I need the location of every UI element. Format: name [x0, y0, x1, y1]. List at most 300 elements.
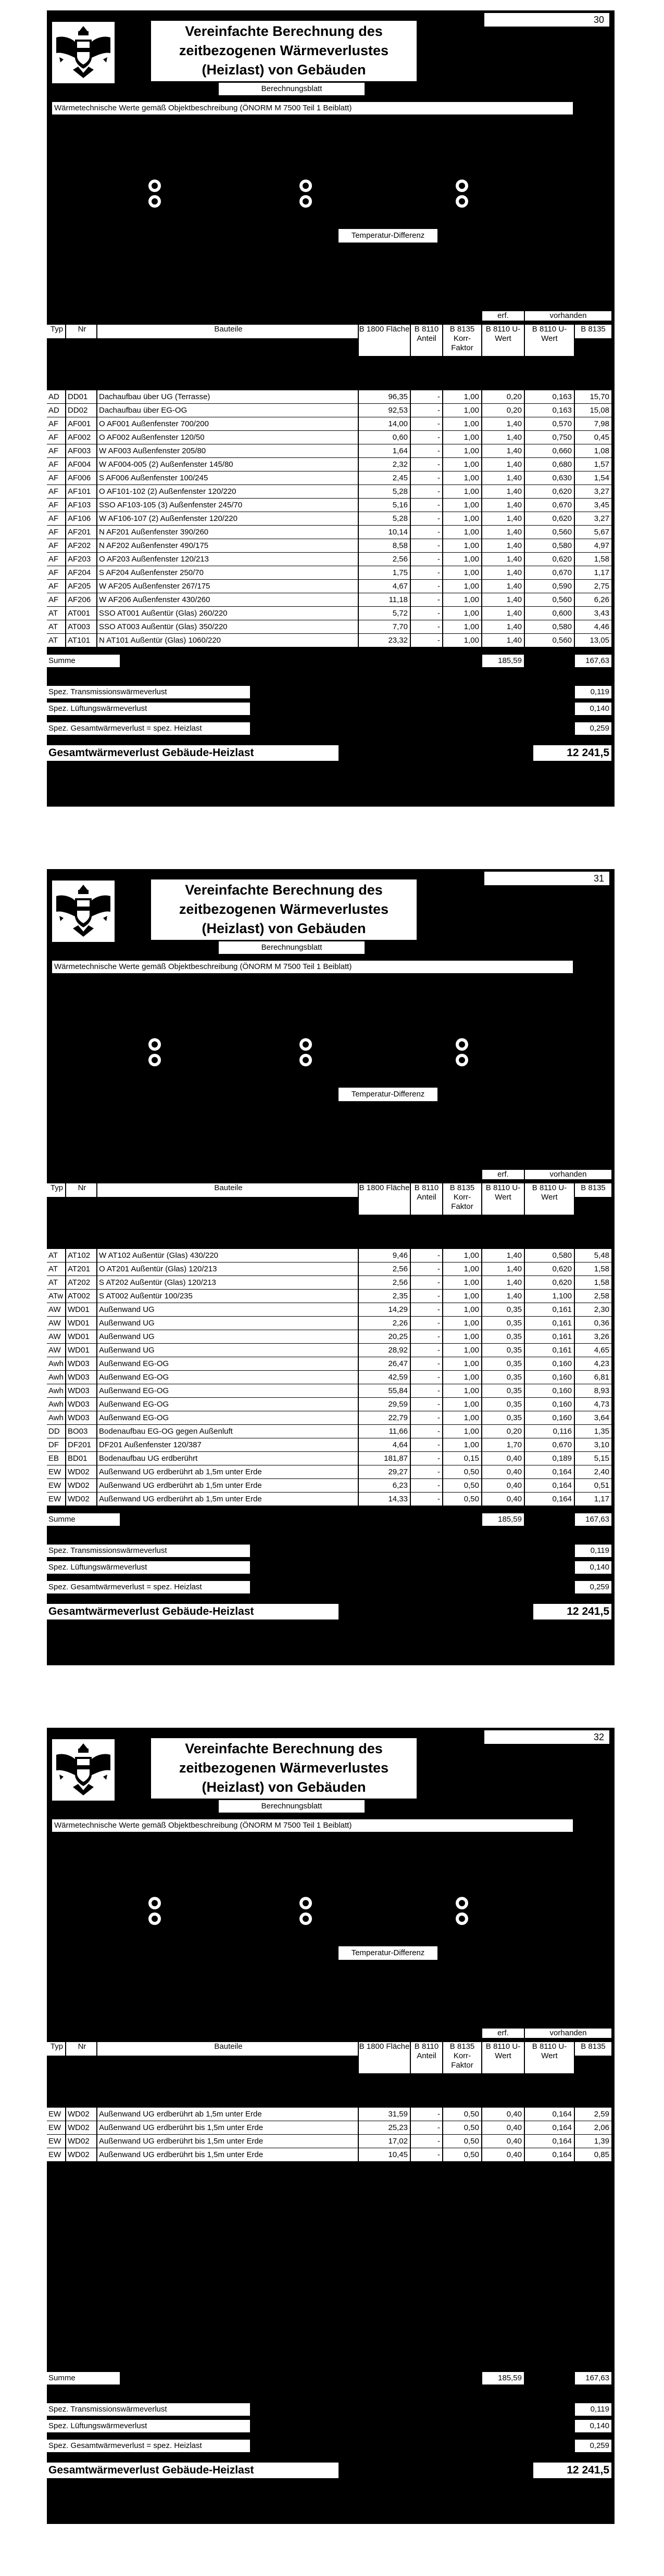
table-cell-flaeche: 181,87	[359, 1452, 410, 1465]
table-cell-nr: AF002	[66, 431, 96, 444]
table-cell-typ: AD	[47, 390, 65, 403]
table-cell-korr: 1,00	[443, 1276, 481, 1289]
table-cell-flaeche: 14,00	[359, 417, 410, 430]
table-cell-nr: BO03	[66, 1425, 96, 1438]
table-cell-typ: AT	[47, 607, 65, 620]
table-cell-flaeche: 92,53	[359, 404, 410, 417]
table-cell-u-erf: 1,40	[482, 1276, 524, 1289]
table-cell-anteil: -	[411, 404, 442, 417]
table-cell-nr: AT102	[66, 1249, 96, 1262]
table-cell-bauteil: Außenwand UG erdberührt ab 1,5m unter Erde	[97, 1479, 358, 1492]
table-cell-korr: 0,50	[443, 1465, 481, 1478]
table-cell-anteil: -	[411, 593, 442, 606]
header-u-vorh: B 8110 U-Wert	[525, 2042, 574, 2073]
table-cell-nr: AT101	[66, 634, 96, 647]
table-cell-bauteil: W AF206 Außenfenster 430/260	[97, 593, 358, 606]
table-cell-u-erf: 1,40	[482, 593, 524, 606]
table-cell-val: 3,64	[575, 1411, 611, 1424]
table-cell-bauteil: S AT202 Außentür (Glas) 120/213	[97, 1276, 358, 1289]
table-cell-typ: AT	[47, 1249, 65, 1262]
table-cell-anteil: -	[411, 1317, 442, 1330]
table-cell-flaeche: 8,58	[359, 539, 410, 552]
table-cell-val: 1,08	[575, 444, 611, 457]
page-number: 32	[484, 1730, 609, 1744]
table-cell-nr: WD02	[66, 2148, 96, 2161]
table-cell-nr: AT002	[66, 1290, 96, 1303]
table-cell-nr: WD02	[66, 1465, 96, 1478]
header-bauteile: Bauteile	[97, 1183, 358, 1197]
header-vorhanden: vorhanden	[525, 1170, 611, 1179]
table-cell-nr: WD03	[66, 1357, 96, 1370]
table-cell-val: 1,17	[575, 566, 611, 579]
table-cell-val: 1,58	[575, 553, 611, 566]
table-cell-u-erf: 0,35	[482, 1317, 524, 1330]
document-title	[151, 879, 417, 940]
table-cell-u-erf: 0,35	[482, 1357, 524, 1370]
table-cell-nr: DD02	[66, 404, 96, 417]
table-cell-korr: 1,00	[443, 512, 481, 525]
radio-marker-icon	[148, 1054, 161, 1066]
table-cell-val: 0,36	[575, 1317, 611, 1330]
table-cell-flaeche: 55,84	[359, 1384, 410, 1397]
table-cell-korr: 0,50	[443, 2121, 481, 2134]
summe-value: 167,63	[575, 2372, 611, 2384]
table-cell-val: 3,45	[575, 499, 611, 512]
table-cell-flaeche: 14,29	[359, 1303, 410, 1316]
table-cell-u-erf: 0,35	[482, 1303, 524, 1316]
table-cell-korr: 0,15	[443, 1452, 481, 1465]
spez-lueft-value: 0,140	[575, 703, 611, 715]
table-cell-val: 7,98	[575, 417, 611, 430]
radio-marker-icon	[299, 1054, 312, 1066]
table-cell-u-vorh: 0,161	[525, 1303, 574, 1316]
radio-marker-icon	[148, 180, 161, 192]
table-cell-flaeche: 10,45	[359, 2148, 410, 2161]
summe-flaeche: 185,59	[482, 2372, 524, 2384]
table-cell-typ: AF	[47, 444, 65, 457]
table-cell-u-erf: 0,35	[482, 1384, 524, 1397]
table-cell-bauteil: Außenwand UG	[97, 1317, 358, 1330]
header-flaeche: B 1800 Fläche	[359, 1183, 410, 1215]
table-cell-u-erf: 0,40	[482, 1452, 524, 1465]
temperature-difference-label: Temperatur-Differenz	[339, 1088, 437, 1101]
table-cell-korr: 1,00	[443, 404, 481, 417]
calculation-page	[47, 1728, 615, 2524]
table-cell-anteil: -	[411, 1303, 442, 1316]
table-cell-val: 4,65	[575, 1344, 611, 1357]
table-cell-nr: AT202	[66, 1276, 96, 1289]
table-cell-korr: 1,00	[443, 607, 481, 620]
table-cell-flaeche: 11,18	[359, 593, 410, 606]
table-cell-u-erf: 1,40	[482, 512, 524, 525]
table-cell-u-erf: 1,40	[482, 444, 524, 457]
radio-marker-icon	[456, 1038, 468, 1051]
table-cell-typ: EW	[47, 2135, 65, 2148]
table-cell-u-erf: 0,40	[482, 2108, 524, 2121]
table-cell-u-erf: 0,40	[482, 1479, 524, 1492]
table-cell-bauteil: Außenwand EG-OG	[97, 1357, 358, 1370]
table-cell-typ: AF	[47, 593, 65, 606]
header-vorhanden: vorhanden	[525, 2029, 611, 2038]
header-b8135: B 8135	[575, 1183, 611, 1197]
table-cell-u-vorh: 0,160	[525, 1411, 574, 1424]
spez-trans-value: 0,119	[575, 686, 611, 698]
table-cell-bauteil: Außenwand EG-OG	[97, 1398, 358, 1411]
table-cell-bauteil: SSO AT001 Außentür (Glas) 260/220	[97, 607, 358, 620]
table-cell-korr: 1,00	[443, 539, 481, 552]
table-cell-nr: WD03	[66, 1398, 96, 1411]
table-cell-anteil: -	[411, 1452, 442, 1465]
table-cell-typ: AF	[47, 553, 65, 566]
table-cell-bauteil: O AF001 Außenfenster 700/200	[97, 417, 358, 430]
table-cell-korr: 1,00	[443, 580, 481, 593]
table-cell-u-vorh: 0,670	[525, 566, 574, 579]
table-cell-korr: 0,50	[443, 1479, 481, 1492]
radio-marker-icon	[148, 1038, 161, 1051]
spez-lueft-label: Spez. Lüftungswärmeverlust	[47, 2420, 250, 2432]
table-cell-val: 4,97	[575, 539, 611, 552]
table-cell-val: 1,58	[575, 1263, 611, 1276]
table-cell-u-vorh: 0,560	[525, 634, 574, 647]
table-cell-typ: AW	[47, 1344, 65, 1357]
table-cell-typ: AW	[47, 1330, 65, 1343]
table-cell-typ: AF	[47, 526, 65, 539]
table-cell-korr: 1,00	[443, 1438, 481, 1451]
table-cell-korr: 1,00	[443, 1371, 481, 1384]
table-cell-val: 4,73	[575, 1398, 611, 1411]
table-cell-val: 2,40	[575, 1465, 611, 1478]
table-cell-val: 3,27	[575, 485, 611, 498]
table-cell-flaeche: 9,46	[359, 1249, 410, 1262]
table-cell-u-erf: 0,20	[482, 390, 524, 403]
radio-marker-icon	[456, 1912, 468, 1925]
table-cell-flaeche: 5,72	[359, 607, 410, 620]
table-cell-anteil: -	[411, 1290, 442, 1303]
table-cell-anteil: -	[411, 1438, 442, 1451]
table-cell-typ: AF	[47, 539, 65, 552]
table-cell-bauteil: W AF004-005 (2) Außenfenster 145/80	[97, 458, 358, 471]
document-title	[151, 21, 417, 81]
table-cell-u-vorh: 0,680	[525, 458, 574, 471]
gesamt-label: Gesamtwärmeverlust Gebäude-Heizlast	[47, 2463, 339, 2478]
table-cell-nr: WD02	[66, 1493, 96, 1506]
table-cell-anteil: -	[411, 1425, 442, 1438]
table-cell-u-vorh: 0,590	[525, 580, 574, 593]
title-line: Vereinfachte Berechnung des	[185, 1741, 383, 1756]
table-cell-anteil: -	[411, 566, 442, 579]
temperature-difference-label: Temperatur-Differenz	[339, 229, 437, 243]
title-line: Vereinfachte Berechnung des	[185, 882, 383, 898]
table-cell-u-vorh: 0,620	[525, 512, 574, 525]
radio-marker-icon	[299, 180, 312, 192]
table-cell-u-erf: 1,40	[482, 485, 524, 498]
table-cell-korr: 1,00	[443, 526, 481, 539]
table-cell-typ: EW	[47, 1465, 65, 1478]
title-line: (Heizlast) von Gebäuden	[202, 1779, 366, 1795]
table-cell-val: 3,10	[575, 1438, 611, 1451]
table-cell-nr: AT001	[66, 607, 96, 620]
table-cell-u-erf: 1,40	[482, 417, 524, 430]
table-cell-flaeche: 28,92	[359, 1344, 410, 1357]
table-cell-flaeche: 11,66	[359, 1425, 410, 1438]
spez-gesamt-label: Spez. Gesamtwärmeverlust = spez. Heizlast	[47, 722, 250, 735]
radio-marker-icon	[299, 1038, 312, 1051]
table-cell-bauteil: W AF205 Außenfenster 267/175	[97, 580, 358, 593]
table-cell-val: 1,35	[575, 1425, 611, 1438]
table-cell-bauteil: Bodenaufbau EG-OG gegen Außenluft	[97, 1425, 358, 1438]
table-cell-korr: 1,00	[443, 1263, 481, 1276]
table-cell-nr: DD01	[66, 390, 96, 403]
table-cell-nr: AF106	[66, 512, 96, 525]
table-cell-u-vorh: 0,580	[525, 539, 574, 552]
table-cell-bauteil: O AT201 Außentür (Glas) 120/213	[97, 1263, 358, 1276]
table-cell-u-erf: 1,70	[482, 1438, 524, 1451]
table-cell-nr: WD03	[66, 1384, 96, 1397]
table-cell-korr: 1,00	[443, 499, 481, 512]
table-cell-anteil: -	[411, 620, 442, 633]
table-cell-nr: WD01	[66, 1344, 96, 1357]
table-cell-u-vorh: 0,163	[525, 404, 574, 417]
table-cell-bauteil: W AF106-107 (2) Außenfenster 120/220	[97, 512, 358, 525]
table-cell-nr: AF103	[66, 499, 96, 512]
table-cell-u-vorh: 0,660	[525, 444, 574, 457]
gesamt-label: Gesamtwärmeverlust Gebäude-Heizlast	[47, 1604, 339, 1619]
table-cell-val: 5,15	[575, 1452, 611, 1465]
calculation-page	[47, 869, 615, 1665]
table-cell-korr: 1,00	[443, 417, 481, 430]
document-title	[151, 1738, 417, 1799]
table-cell-bauteil: O AF203 Außenfenster 120/213	[97, 553, 358, 566]
table-cell-typ: AT	[47, 1276, 65, 1289]
table-cell-u-erf: 0,40	[482, 1493, 524, 1506]
table-cell-val: 2,59	[575, 2108, 611, 2121]
table-cell-u-vorh: 0,164	[525, 1493, 574, 1506]
table-cell-val: 1,54	[575, 471, 611, 484]
title-line: zeitbezogenen Wärmeverlustes	[179, 901, 389, 917]
table-cell-nr: WD01	[66, 1317, 96, 1330]
table-cell-typ: AF	[47, 499, 65, 512]
spez-lueft-label: Spez. Lüftungswärmeverlust	[47, 703, 250, 715]
table-cell-flaeche: 42,59	[359, 1371, 410, 1384]
table-cell-bauteil: N AF202 Außenfenster 490/175	[97, 539, 358, 552]
table-cell-u-vorh: 0,580	[525, 1249, 574, 1262]
table-cell-u-erf: 1,40	[482, 431, 524, 444]
header-korr: B 8135 Korr-Faktor	[443, 325, 481, 356]
table-cell-typ: Awh	[47, 1371, 65, 1384]
table-cell-korr: 1,00	[443, 431, 481, 444]
table-cell-nr: DF201	[66, 1438, 96, 1451]
description-line: Wärmetechnische Werte gemäß Objektbeschreibung (ÖNORM M 7500 Teil 1 Beiblatt)	[52, 102, 573, 114]
header-u-vorh: B 8110 U-Wert	[525, 325, 574, 356]
table-cell-nr: AT003	[66, 620, 96, 633]
table-cell-val: 2,58	[575, 1290, 611, 1303]
table-cell-typ: EW	[47, 2121, 65, 2134]
table-cell-typ: DF	[47, 1438, 65, 1451]
title-line: (Heizlast) von Gebäuden	[202, 62, 366, 78]
table-cell-flaeche: 2,35	[359, 1290, 410, 1303]
table-cell-flaeche: 5,16	[359, 499, 410, 512]
table-cell-flaeche: 0,60	[359, 431, 410, 444]
table-cell-flaeche: 14,33	[359, 1493, 410, 1506]
table-cell-nr: AF206	[66, 593, 96, 606]
table-cell-korr: 1,00	[443, 634, 481, 647]
table-cell-korr: 1,00	[443, 444, 481, 457]
summe-label: Summe	[47, 2372, 120, 2384]
table-cell-typ: AW	[47, 1303, 65, 1316]
table-cell-bauteil: W AF003 Außenfenster 205/80	[97, 444, 358, 457]
table-cell-typ: AF	[47, 512, 65, 525]
radio-marker-icon	[456, 1897, 468, 1909]
header-nr: Nr	[66, 1183, 96, 1197]
table-cell-nr: AF202	[66, 539, 96, 552]
table-cell-typ: DD	[47, 1425, 65, 1438]
table-cell-val: 3,26	[575, 1330, 611, 1343]
table-cell-bauteil: DF201 Außenfenster 120/387	[97, 1438, 358, 1451]
table-cell-korr: 1,00	[443, 1425, 481, 1438]
table-cell-val: 6,26	[575, 593, 611, 606]
table-cell-u-erf: 1,40	[482, 458, 524, 471]
table-cell-u-vorh: 0,600	[525, 607, 574, 620]
table-cell-typ: AT	[47, 620, 65, 633]
title-line: (Heizlast) von Gebäuden	[202, 921, 366, 936]
table-cell-val: 2,06	[575, 2121, 611, 2134]
spez-lueft-value: 0,140	[575, 1561, 611, 1574]
spez-gesamt-value: 0,259	[575, 2440, 611, 2452]
radio-marker-icon	[456, 195, 468, 208]
table-cell-anteil: -	[411, 458, 442, 471]
table-cell-typ: Awh	[47, 1411, 65, 1424]
table-cell-anteil: -	[411, 512, 442, 525]
table-cell-flaeche: 1,64	[359, 444, 410, 457]
table-cell-anteil: -	[411, 499, 442, 512]
table-cell-flaeche: 20,25	[359, 1330, 410, 1343]
table-cell-u-vorh: 0,189	[525, 1452, 574, 1465]
table-cell-anteil: -	[411, 1493, 442, 1506]
table-cell-u-erf: 1,40	[482, 620, 524, 633]
radio-marker-icon	[148, 1897, 161, 1909]
table-cell-typ: AF	[47, 580, 65, 593]
table-cell-u-erf: 0,20	[482, 404, 524, 417]
table-cell-flaeche: 4,64	[359, 1438, 410, 1451]
table-cell-flaeche: 31,59	[359, 2108, 410, 2121]
table-cell-u-vorh: 0,161	[525, 1317, 574, 1330]
table-cell-anteil: -	[411, 1465, 442, 1478]
table-cell-bauteil: Außenwand UG	[97, 1330, 358, 1343]
table-cell-typ: Awh	[47, 1357, 65, 1370]
table-cell-u-vorh: 0,160	[525, 1384, 574, 1397]
table-cell-korr: 1,00	[443, 620, 481, 633]
summe-flaeche: 185,59	[482, 1513, 524, 1526]
table-cell-flaeche: 29,27	[359, 1465, 410, 1478]
table-cell-val: 5,67	[575, 526, 611, 539]
table-cell-nr: BD01	[66, 1452, 96, 1465]
header-b8135: B 8135	[575, 325, 611, 338]
table-cell-u-vorh: 0,620	[525, 553, 574, 566]
table-cell-korr: 0,50	[443, 2135, 481, 2148]
table-cell-nr: AF201	[66, 526, 96, 539]
table-cell-flaeche: 2,56	[359, 1276, 410, 1289]
table-cell-nr: WD02	[66, 2108, 96, 2121]
table-cell-flaeche: 2,56	[359, 553, 410, 566]
table-cell-u-erf: 1,40	[482, 1290, 524, 1303]
spez-lueft-value: 0,140	[575, 2420, 611, 2432]
table-cell-anteil: -	[411, 471, 442, 484]
page-number: 31	[484, 872, 609, 885]
table-cell-u-vorh: 0,160	[525, 1357, 574, 1370]
table-cell-u-vorh: 0,620	[525, 485, 574, 498]
summe-value: 167,63	[575, 1513, 611, 1526]
table-cell-val: 8,93	[575, 1384, 611, 1397]
table-cell-nr: AF001	[66, 417, 96, 430]
table-cell-bauteil: N AT101 Außentür (Glas) 1060/220	[97, 634, 358, 647]
spez-trans-value: 0,119	[575, 2403, 611, 2416]
table-cell-korr: 1,00	[443, 1357, 481, 1370]
table-cell-bauteil: Außenwand UG	[97, 1303, 358, 1316]
table-cell-anteil: -	[411, 634, 442, 647]
table-cell-korr: 1,00	[443, 593, 481, 606]
header-anteil: B 8110 Anteil	[411, 2042, 442, 2073]
table-cell-korr: 1,00	[443, 1290, 481, 1303]
table-cell-anteil: -	[411, 2121, 442, 2134]
table-cell-korr: 1,00	[443, 471, 481, 484]
table-cell-korr: 0,50	[443, 2148, 481, 2161]
table-cell-bauteil: O AF101-102 (2) Außenfenster 120/220	[97, 485, 358, 498]
table-cell-val: 1,17	[575, 1493, 611, 1506]
table-cell-bauteil: Dachaufbau über UG (Terrasse)	[97, 390, 358, 403]
table-cell-flaeche: 17,02	[359, 2135, 410, 2148]
header-b8135: B 8135	[575, 2042, 611, 2056]
table-cell-korr: 1,00	[443, 458, 481, 471]
table-cell-val: 15,08	[575, 404, 611, 417]
table-cell-korr: 1,00	[443, 1411, 481, 1424]
table-cell-bauteil: Außenwand UG erdberührt ab 1,5m unter Erde	[97, 1493, 358, 1506]
table-cell-u-erf: 1,40	[482, 526, 524, 539]
table-cell-u-vorh: 0,750	[525, 431, 574, 444]
table-cell-nr: AF101	[66, 485, 96, 498]
table-cell-nr: AF006	[66, 471, 96, 484]
table-cell-flaeche: 5,28	[359, 512, 410, 525]
header-u-erf: B 8110 U-Wert	[482, 325, 524, 356]
table-cell-bauteil: S AF204 Außenfenster 250/70	[97, 566, 358, 579]
summe-value: 167,63	[575, 655, 611, 667]
table-cell-flaeche: 7,70	[359, 620, 410, 633]
table-cell-bauteil: Außenwand UG	[97, 1344, 358, 1357]
table-cell-flaeche: 10,14	[359, 526, 410, 539]
table-cell-typ: AF	[47, 471, 65, 484]
table-cell-bauteil: Außenwand UG erdberührt bis 1,5m unter Erde	[97, 2148, 358, 2161]
table-cell-korr: 1,00	[443, 390, 481, 403]
header-nr: Nr	[66, 325, 96, 338]
table-cell-anteil: -	[411, 1411, 442, 1424]
table-cell-anteil: -	[411, 1398, 442, 1411]
table-cell-u-erf: 0,35	[482, 1398, 524, 1411]
table-cell-bauteil: Außenwand EG-OG	[97, 1384, 358, 1397]
header-typ: Typ	[47, 325, 65, 338]
table-cell-bauteil: Außenwand UG erdberührt bis 1,5m unter Erde	[97, 2121, 358, 2134]
table-cell-korr: 1,00	[443, 1303, 481, 1316]
table-cell-flaeche: 1,75	[359, 566, 410, 579]
table-cell-korr: 1,00	[443, 1384, 481, 1397]
title-line: zeitbezogenen Wärmeverlustes	[179, 43, 389, 58]
header-u-erf: B 8110 U-Wert	[482, 2042, 524, 2073]
spez-trans-value: 0,119	[575, 1545, 611, 1557]
table-cell-bauteil: Bodenaufbau UG erdberührt	[97, 1452, 358, 1465]
description-line: Wärmetechnische Werte gemäß Objektbeschreibung (ÖNORM M 7500 Teil 1 Beiblatt)	[52, 961, 573, 973]
table-cell-typ: AF	[47, 431, 65, 444]
table-cell-u-vorh: 0,560	[525, 526, 574, 539]
table-cell-korr: 1,00	[443, 553, 481, 566]
header-typ: Typ	[47, 1183, 65, 1197]
